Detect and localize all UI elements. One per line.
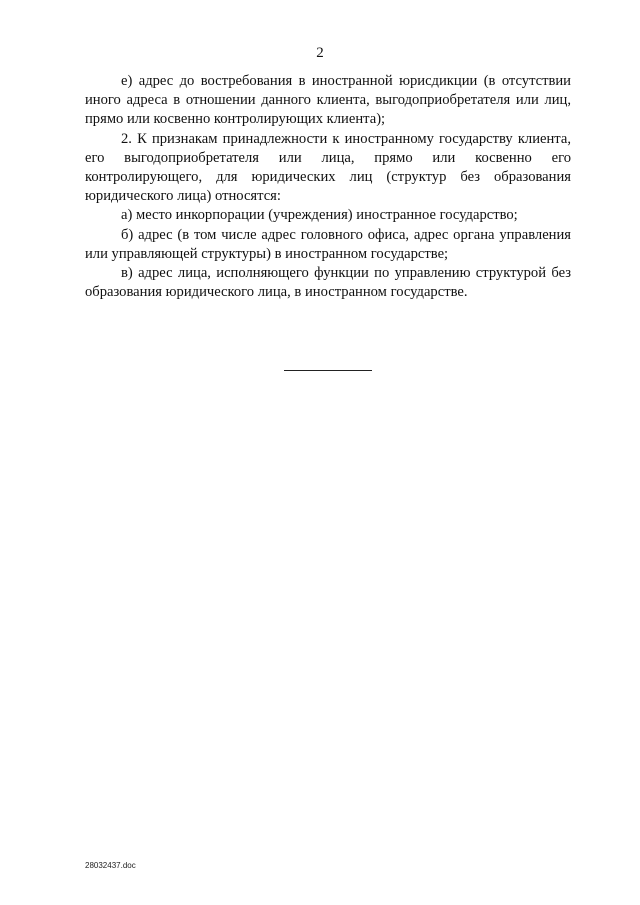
paragraph-item-e: е) адрес до востребования в иностранной юрисдикции (в отсутствии иного адреса в отношении данного клиента, выгодоприобретателя или лиц, прямо или косвенно контролирующих клиента); <box>85 73 571 128</box>
footer-doc-code: 28032437.doc <box>85 861 136 870</box>
end-separator-line <box>284 370 372 371</box>
paragraph-item-2: 2. К признакам принадлежности к иностранному государству клиента, его выгодоприобретателя или лица, прямо или косвенно его контролирующего, для юридических лиц (структур без образования юридического лица) относятся: <box>85 130 571 205</box>
paragraph-item-b: б) адрес (в том числе адрес головного офиса, адрес органа управления или управляющей структуры) в иностранном государстве; <box>85 226 571 262</box>
paragraph-item-v: в) адрес лица, исполняющего функции по управлению структурой без образования юридического лица, в иностранном государстве. <box>85 265 571 301</box>
paragraph-item-a: а) место инкорпорации (учреждения) иностранное государство; <box>121 207 518 224</box>
document-body <box>85 72 571 302</box>
page-number: 2 <box>316 45 324 61</box>
